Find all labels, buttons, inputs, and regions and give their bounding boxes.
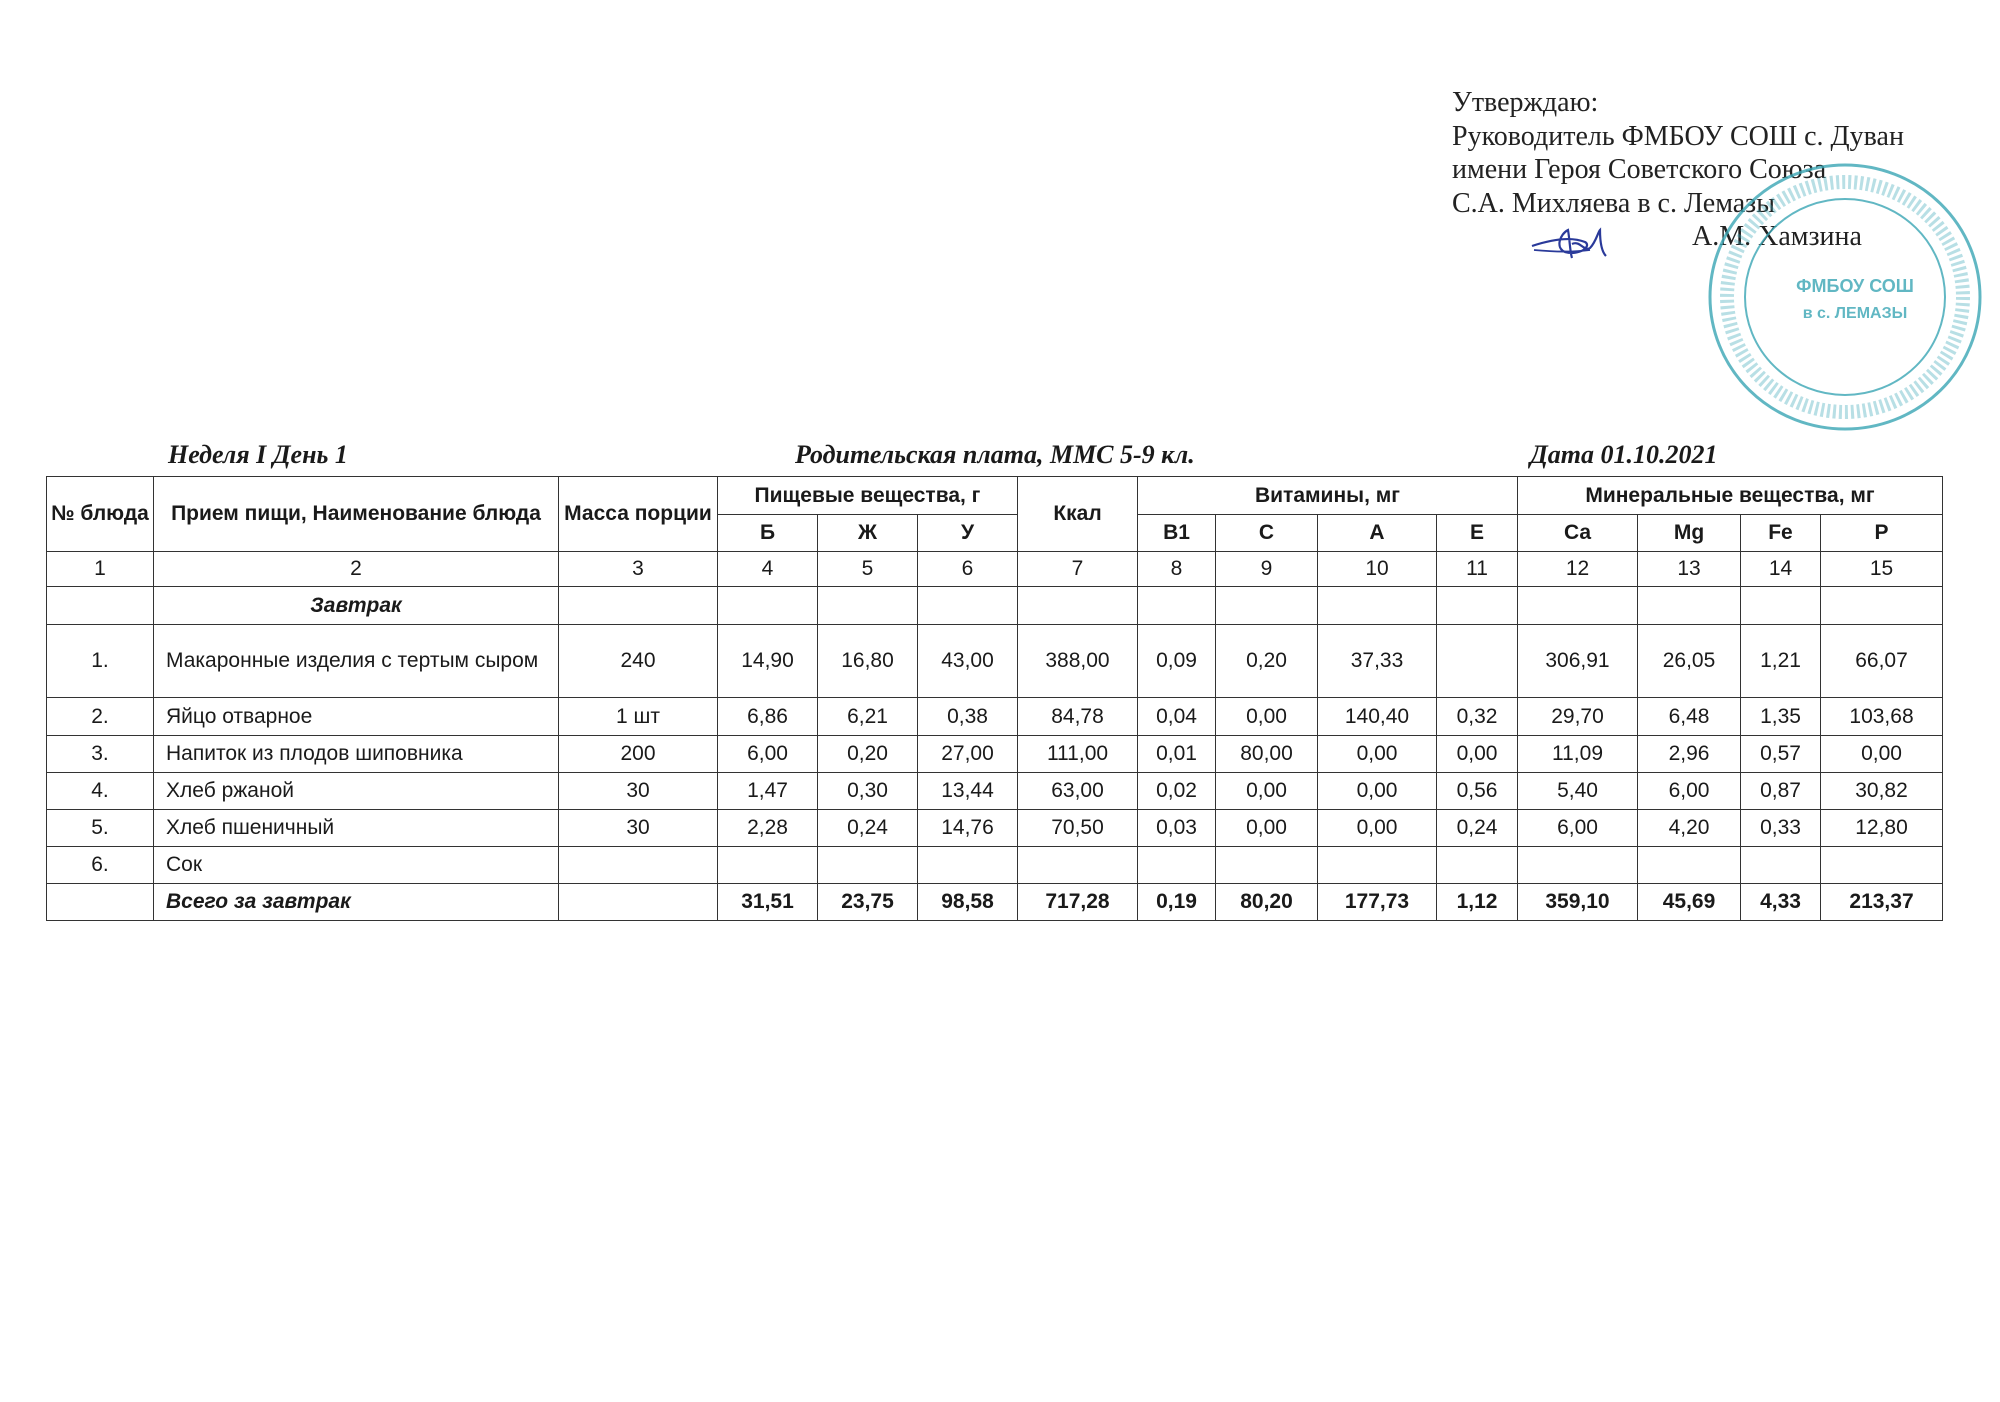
value-cell: 1,35 bbox=[1741, 698, 1821, 736]
total-value: 4,33 bbox=[1741, 884, 1821, 921]
value-cell: 0,00 bbox=[1216, 810, 1318, 847]
value-cell: 0,00 bbox=[1318, 736, 1437, 773]
value-cell: 6,00 bbox=[1638, 773, 1741, 810]
dish-number: 1. bbox=[47, 625, 154, 698]
value-cell: 0,20 bbox=[818, 736, 918, 773]
header-mass: Масса порции bbox=[559, 477, 718, 552]
value-cell bbox=[1437, 847, 1518, 884]
dish-number: 2. bbox=[47, 698, 154, 736]
column-number: 1 bbox=[47, 552, 154, 587]
value-cell: 63,00 bbox=[1018, 773, 1138, 810]
value-cell: 0,56 bbox=[1437, 773, 1518, 810]
approval-line: С.А. Михляева в с. Лемазы bbox=[1452, 187, 1776, 219]
dish-number: 4. bbox=[47, 773, 154, 810]
value-cell: 0,33 bbox=[1741, 810, 1821, 847]
value-cell: 0,20 bbox=[1216, 625, 1318, 698]
column-number: 15 bbox=[1821, 552, 1943, 587]
value-cell: 1,21 bbox=[1741, 625, 1821, 698]
value-cell: 16,80 bbox=[818, 625, 918, 698]
value-cell: 0,57 bbox=[1741, 736, 1821, 773]
portion-mass: 1 шт bbox=[559, 698, 718, 736]
subheader-cell: Ж bbox=[818, 515, 918, 552]
header-vitamins: Витамины, мг bbox=[1138, 477, 1518, 515]
column-number: 8 bbox=[1138, 552, 1216, 587]
value-cell: 5,40 bbox=[1518, 773, 1638, 810]
value-cell: 0,04 bbox=[1138, 698, 1216, 736]
value-cell: 14,76 bbox=[918, 810, 1018, 847]
value-cell: 140,40 bbox=[1318, 698, 1437, 736]
value-cell bbox=[1216, 847, 1318, 884]
value-cell: 43,00 bbox=[918, 625, 1018, 698]
value-cell: 306,91 bbox=[1518, 625, 1638, 698]
header-kcal: Ккал bbox=[1018, 477, 1138, 552]
value-cell: 11,09 bbox=[1518, 736, 1638, 773]
dish-name: Сок bbox=[154, 847, 559, 884]
subheader-cell: Mg bbox=[1638, 515, 1741, 552]
value-cell bbox=[1518, 847, 1638, 884]
value-cell: 0,03 bbox=[1138, 810, 1216, 847]
total-value: 177,73 bbox=[1318, 884, 1437, 921]
approval-line: Утверждаю: bbox=[1452, 87, 1599, 118]
value-cell: 2,96 bbox=[1638, 736, 1741, 773]
payment-label: Родительская плата, ММС 5-9 кл. bbox=[795, 440, 1195, 469]
header-num: № блюда bbox=[47, 477, 154, 552]
subheader-cell: Б bbox=[718, 515, 818, 552]
value-cell: 0,00 bbox=[1216, 773, 1318, 810]
value-cell: 1,47 bbox=[718, 773, 818, 810]
value-cell: 66,07 bbox=[1821, 625, 1943, 698]
header-nutrients: Пищевые вещества, г bbox=[718, 477, 1018, 515]
portion-mass: 240 bbox=[559, 625, 718, 698]
value-cell: 111,00 bbox=[1018, 736, 1138, 773]
table-row bbox=[47, 736, 1943, 773]
column-number: 13 bbox=[1638, 552, 1741, 587]
value-cell: 27,00 bbox=[918, 736, 1018, 773]
value-cell: 26,05 bbox=[1638, 625, 1741, 698]
value-cell: 0,00 bbox=[1437, 736, 1518, 773]
value-cell: 0,00 bbox=[1216, 698, 1318, 736]
stamp-center-text: в с. ЛЕМАЗЫ bbox=[1802, 305, 1908, 322]
column-number: 2 bbox=[154, 552, 559, 587]
value-cell: 37,33 bbox=[1318, 625, 1437, 698]
table-row bbox=[47, 625, 1943, 698]
value-cell bbox=[818, 847, 918, 884]
column-number: 11 bbox=[1437, 552, 1518, 587]
column-number: 14 bbox=[1741, 552, 1821, 587]
subheader-cell: Fe bbox=[1741, 515, 1821, 552]
value-cell: 0,30 bbox=[818, 773, 918, 810]
value-cell: 12,80 bbox=[1821, 810, 1943, 847]
value-cell: 0,24 bbox=[1437, 810, 1518, 847]
total-value: 0,19 bbox=[1138, 884, 1216, 921]
value-cell: 2,28 bbox=[718, 810, 818, 847]
signatory-name: А.М. Хамзина bbox=[1692, 221, 1862, 252]
value-cell: 0,24 bbox=[818, 810, 918, 847]
total-value: 98,58 bbox=[918, 884, 1018, 921]
value-cell: 103,68 bbox=[1821, 698, 1943, 736]
total-value: 359,10 bbox=[1518, 884, 1638, 921]
signature-icon bbox=[1530, 222, 1620, 262]
subheader-cell: Е bbox=[1437, 515, 1518, 552]
total-value: 45,69 bbox=[1638, 884, 1741, 921]
value-cell: 6,00 bbox=[1518, 810, 1638, 847]
value-cell bbox=[1821, 847, 1943, 884]
value-cell: 388,00 bbox=[1018, 625, 1138, 698]
total-label: Всего за завтрак bbox=[154, 884, 559, 921]
dish-number: 5. bbox=[47, 810, 154, 847]
value-cell: 0,01 bbox=[1138, 736, 1216, 773]
total-value: 717,28 bbox=[1018, 884, 1138, 921]
total-value: 1,12 bbox=[1437, 884, 1518, 921]
dish-name: Яйцо отварное bbox=[154, 698, 559, 736]
stamp-center-text: ФМБОУ СОШ bbox=[1796, 276, 1914, 296]
column-number: 3 bbox=[559, 552, 718, 587]
approval-line: имени Героя Советского Союза bbox=[1452, 154, 1827, 185]
dish-name: Напиток из плодов шиповника bbox=[154, 736, 559, 773]
value-cell: 0,32 bbox=[1437, 698, 1518, 736]
column-number: 5 bbox=[818, 552, 918, 587]
dish-name: Макаронные изделия с тертым сыром bbox=[154, 625, 559, 698]
header-minerals: Минеральные вещества, мг bbox=[1518, 477, 1943, 515]
column-number: 10 bbox=[1318, 552, 1437, 587]
section-row bbox=[47, 587, 1943, 625]
value-cell: 6,86 bbox=[718, 698, 818, 736]
value-cell bbox=[718, 847, 818, 884]
total-value: 31,51 bbox=[718, 884, 818, 921]
subheader-cell: С bbox=[1216, 515, 1318, 552]
portion-mass: 30 bbox=[559, 810, 718, 847]
column-number: 12 bbox=[1518, 552, 1638, 587]
subheader-cell: Р bbox=[1821, 515, 1943, 552]
value-cell bbox=[1138, 847, 1216, 884]
menu-table bbox=[46, 476, 1943, 921]
value-cell bbox=[1741, 847, 1821, 884]
total-value: 23,75 bbox=[818, 884, 918, 921]
table-title-row bbox=[0, 440, 2000, 476]
table-row bbox=[47, 773, 1943, 810]
dish-number: 3. bbox=[47, 736, 154, 773]
column-number: 7 bbox=[1018, 552, 1138, 587]
school-stamp bbox=[1705, 160, 1985, 435]
subheader-cell: Са bbox=[1518, 515, 1638, 552]
value-cell: 0,00 bbox=[1318, 810, 1437, 847]
value-cell: 0,87 bbox=[1741, 773, 1821, 810]
value-cell: 29,70 bbox=[1518, 698, 1638, 736]
table-row bbox=[47, 810, 1943, 847]
value-cell: 0,09 bbox=[1138, 625, 1216, 698]
approval-line: Руководитель ФМБОУ СОШ с. Дуван bbox=[1452, 120, 1904, 152]
date-label: Дата 01.10.2021 bbox=[1530, 440, 1718, 469]
value-cell bbox=[1437, 625, 1518, 698]
value-cell: 13,44 bbox=[918, 773, 1018, 810]
total-row bbox=[47, 884, 1943, 921]
value-cell: 84,78 bbox=[1018, 698, 1138, 736]
value-cell: 14,90 bbox=[718, 625, 818, 698]
value-cell bbox=[918, 847, 1018, 884]
subheader-cell: А bbox=[1318, 515, 1437, 552]
dish-name: Хлеб пшеничный bbox=[154, 810, 559, 847]
week-day-label: Неделя I День 1 bbox=[168, 440, 348, 469]
column-number: 9 bbox=[1216, 552, 1318, 587]
table-row bbox=[47, 698, 1943, 736]
value-cell: 4,20 bbox=[1638, 810, 1741, 847]
value-cell: 0,02 bbox=[1138, 773, 1216, 810]
column-number: 4 bbox=[718, 552, 818, 587]
column-number: 6 bbox=[918, 552, 1018, 587]
value-cell bbox=[1318, 847, 1437, 884]
value-cell: 0,38 bbox=[918, 698, 1018, 736]
column-number-row bbox=[47, 552, 1943, 587]
dish-name: Хлеб ржаной bbox=[154, 773, 559, 810]
value-cell: 6,00 bbox=[718, 736, 818, 773]
total-value: 213,37 bbox=[1821, 884, 1943, 921]
total-value: 80,20 bbox=[1216, 884, 1318, 921]
value-cell bbox=[1638, 847, 1741, 884]
subheader-cell: У bbox=[918, 515, 1018, 552]
value-cell: 30,82 bbox=[1821, 773, 1943, 810]
value-cell: 0,00 bbox=[1318, 773, 1437, 810]
portion-mass: 30 bbox=[559, 773, 718, 810]
subheader-cell: В1 bbox=[1138, 515, 1216, 552]
value-cell: 6,21 bbox=[818, 698, 918, 736]
value-cell bbox=[1018, 847, 1138, 884]
section-label: Завтрак bbox=[154, 587, 559, 625]
table-row bbox=[47, 847, 1943, 884]
header-meal: Прием пищи, Наименование блюда bbox=[154, 477, 559, 552]
portion-mass bbox=[559, 847, 718, 884]
value-cell: 80,00 bbox=[1216, 736, 1318, 773]
portion-mass: 200 bbox=[559, 736, 718, 773]
value-cell: 6,48 bbox=[1638, 698, 1741, 736]
value-cell: 0,00 bbox=[1821, 736, 1943, 773]
value-cell: 70,50 bbox=[1018, 810, 1138, 847]
dish-number: 6. bbox=[47, 847, 154, 884]
